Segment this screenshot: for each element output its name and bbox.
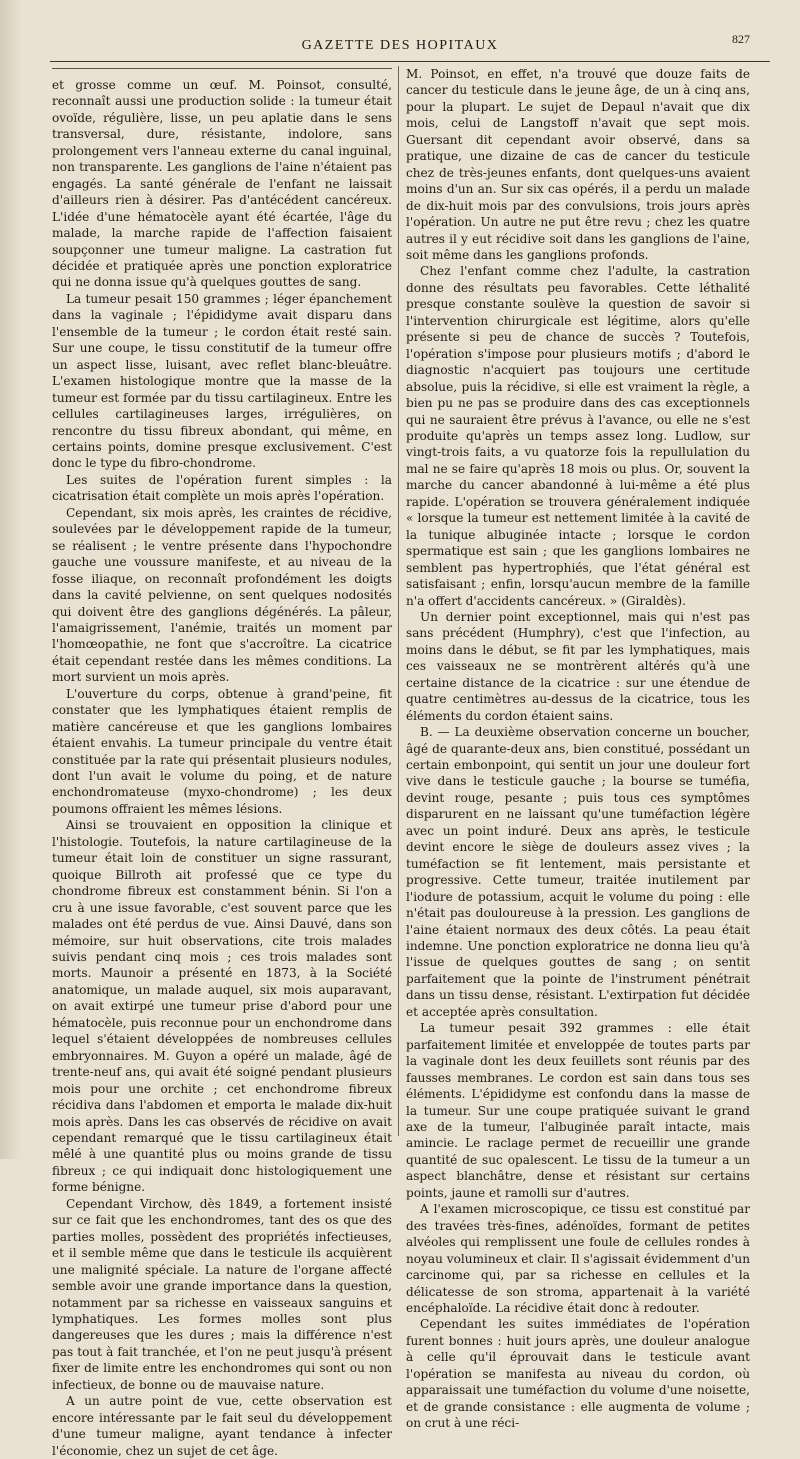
paragraph: B. — La deuxième observation concerne un boucher, âgé de quarante-deux ans, bien constitué, possédant un certain embonpoint, qui sentit un jour une douleur fort vive dans le testicule gauche ; la bourse se tuméfia, devint rouge, pesante ; puis tous ces symptômes disparurent en ne laissant qu'une tuméfaction légère avec un point induré. Deux ans après, le testicule devint encore le siège de douleurs assez vives ; la tuméfaction se fit lentement, mais persistante et progressive. Cette tumeur, traitée inutilement par l'iodure de potassium, acquit le volume du poing : elle n'était pas douloureuse à la pression. Les ganglions de l'aine étaient normaux des deux côtés. La peau était indemne. Une ponction exploratrice ne donna lieu qu'à l'issue de quelques gouttes de sang ; on sentit parfaitement que la pointe de l'instrument pénétrait dans un tissu dense, résistant. L'extirpation fut décidée et acceptée après consultation. — [406, 725, 750, 1019]
left-column — [52, 66, 392, 1458]
section-separator-rule — [52, 68, 392, 69]
paragraph: L'ouverture du corps, obtenue à grand'peine, fit constater que les lymphatiques étaient remplis de matière cancéreuse et que les ganglions lombaires étaient envahis. La tumeur principale du ventre était constituée par la rate qui présentait plusieurs nodules, dont l'un avait le volume du poing, et de nature enchondromateuse (myxo-chondrome) ; les deux poumons offraient les mêmes lésions. — [52, 686, 392, 816]
running-title: GAZETTE DES HOPITAUX — [301, 38, 499, 53]
right-column — [406, 66, 750, 1431]
header-rule — [50, 61, 770, 62]
paragraph: A l'examen microscopique, ce tissu est constitué par des travées très-fines, adénoïdes, formant de petites alvéoles qui remplissent une foule de cellules rondes à noyau volumineux et clair. Il s'agissait évidemment d'un carcinome qui, par sa richesse en cellules et la délicatesse de son stroma, appartenait à la variété encéphaloïde. La récidive était donc à redouter. — [406, 1202, 750, 1315]
column-divider — [398, 66, 399, 1136]
paragraph: Chez l'enfant comme chez l'adulte, la castration donne des résultats peu favorables. Cette léthalité presque constante soulève la question de savoir si l'intervention chirurgicale est légitime, alors qu'elle présente si peu de chance de succès ? Toutefois, l'opération s'impose pour plusieurs motifs ; d'abord le diagnostic n'acquiert pas toujours une certitude absolue, puis la récidive, si elle est vraiment la règle, a bien pu ne pas se produire dans des cas exceptionnels qui ne sauraient être prévus à l'avance, ou elle ne s'est produite qu'après un temps assez long. Ludlow, sur vingt-trois faits, a vu quatorze fois la repullulation du mal ne se faire qu'après 18 mois ou plus. Or, souvent la marche du cancer abandonné à lui-même a été plus rapide. L'opération se trouvera généralement indiquée « lorsque la tumeur est nettement limitée à la cavité de la tunique albuginée intacte ; lorsque le cordon spermatique est sain ; que les ganglions lombaires ne semblent pas hypertrophiés, que l'état général est satisfaisant ; enfin, lorsqu'aucun membre de la famille n'a offert d'accidents cancéreux. » (Giraldès). — [406, 264, 750, 608]
paragraph: Cependant Virchow, dès 1849, a fortement insisté sur ce fait que les enchondromes, tant des os que des parties molles, possèdent des propriétés infectieuses, et il semble même que dans le testicule ils acquièrent une malignité spéciale. La nature de l'organe affecté semble avoir une grande importance dans la question, notamment par sa richesse en vaisseaux sanguins et lymphatiques. Les formes molles sont plus dangereuses que les dures ; mais la différence n'est pas tout à fait tranchée, et l'on ne peut jusqu'à présent fixer de limite entre les enchondromes qui sont ou non infectieux, de bonne ou de mauvaise nature. — [52, 1196, 392, 1392]
page-number: 827 — [732, 32, 750, 46]
paragraph: M. Poinsot, en effet, n'a trouvé que douze faits de cancer du testicule dans le jeune âge, de un à cinq ans, pour la plupart. Le sujet de Depaul n'avait que dix mois, celui de Langstoff n'avait que sept mois. Guersant dit cependant avoir observé, dans sa pratique, une dizaine de cas de cancer du testicule chez de très-jeunes enfants, dont quelques-uns avaient moins d'un an. Sur six cas opérés, il a perdu un malade de dix-huit mois par des convulsions, trois jours après l'opération. Un autre ne put être revu ; chez les quatre autres il y eut récidive soit dans les ganglions de l'aine, soit même dans les ganglions profonds. — [406, 67, 750, 262]
paragraph: Cependant les suites immédiates de l'opération furent bonnes : huit jours après, une douleur analogue à celle qu'il éprouvait dans le testicule avant l'opération se manifesta au niveau du cordon, où apparaissait une tuméfaction du volume d'une noisette, et de grande consistance : elle augmenta de volume ; on crut à une réci- — [406, 1317, 750, 1431]
paragraph: La tumeur pesait 392 grammes : elle était parfaitement limitée et enveloppée de toutes parts par la vaginale dont les deux feuillets sont réunis par des fausses membranes. Le cordon est sain dans tous ses éléments. L'épididyme est confondu dans la masse de la tumeur. Sur une coupe pratiquée suivant le grand axe de la tumeur, l'albuginée paraît intacte, mais amincie. Le raclage permet de recueillir une grande quantité de suc opalescent. Le tissu de la tumeur a un aspect blanchâtre, dense et résistant sur certains points, jaune et ramolli sur d'autres. — [406, 1021, 750, 1200]
paragraph: Les suites de l'opération furent simples : la cicatrisation était complète un mois après l'opération. — [52, 472, 392, 504]
paragraph: Cependant, six mois après, les craintes de récidive, soulevées par le développement rapide de la tumeur, se réalisent ; le ventre présente dans l'hypochondre gauche une voussure manifeste, et au niveau de la fosse iliaque, on reconnaît profondément les doigts dans la cavité pelvienne, on sent quelques nodosités qui doivent être des ganglions dégénérés. La pâleur, l'amaigrissement, l'anémie, traités un moment par l'homœopathie, ne font que s'accroître. La cicatrice était cependant restée dans les mêmes conditions. La mort survient un mois après. — [52, 505, 392, 685]
paragraph: La tumeur pesait 150 grammes ; léger épanchement dans la vaginale ; l'épididyme avait disparu dans l'ensemble de la tumeur ; le cordon était resté sain. Sur une coupe, le tissu constitutif de la tumeur offre un aspect lisse, luisant, avec reflet blanc-bleuâtre. L'examen histologique montre que la masse de la tumeur est formée par du tissu cartilagineux. Entre les cellules cartilagineuses larges, irrégulières, on rencontre du tissu fibreux abondant, qui même, en certains points, domine presque exclusivement. C'est donc le type du fibro-chondrome. — [52, 291, 392, 471]
paragraph: Un dernier point exceptionnel, mais qui n'est pas sans précédent (Humphry), c'est que l'infection, au moins dans le début, se fit par les lymphatiques, mais ces vaisseaux ne se montrèrent altérés qu'à une certaine distance de la cicatrice : sur une étendue de quatre centimètres au-dessus de la cicatrice, tous les éléments du cordon étaient sains. — [406, 609, 750, 723]
paragraph: Ainsi se trouvaient en opposition la clinique et l'histologie. Toutefois, la nature cartilagineuse de la tumeur était loin de constituer un signe rassurant, quoique Billroth ait professé que ce type du chondrome fibreux est constamment bénin. Si l'on a cru à une issue favorable, c'est souvent parce que les malades ont été perdus de vue. Ainsi Dauvé, dans son mémoire, sur huit observations, cite trois malades suivis pendant cinq mois ; ces trois malades sont morts. Maunoir a présenté en 1873, à la Société anatomique, un malade auquel, six mois auparavant, on avait extirpé une tumeur prise d'abord pour une hématocèle, puis reconnue pour un enchondrome dans lequel s'étaient développées de nombreuses cellules embryonnaires. M. Guyon a opéré un malade, âgé de trente-neuf ans, qui avait été soigné pendant plusieurs mois pour une orchite ; cet enchondrome fibreux récidiva dans l'abdomen et emporta le malade dix-huit mois après. Dans les cas observés de récidive on avait cependant remarqué que le tissu cartilagineux était mêlé à une quantité plus ou moins grande de tissu fibreux ; ce qui indiquait donc histologiquement une forme bénigne. — [52, 818, 392, 1195]
paragraph: A un autre point de vue, cette observation est encore intéressante par le fait seul du développement d'une tumeur maligne, ayant tendance à infecter l'économie, chez un sujet de cet âge. — [52, 1394, 392, 1458]
page-header — [0, 30, 800, 58]
paragraph: et grosse comme un œuf. M. Poinsot, consulté, reconnaît aussi une production solide : la tumeur était ovoïde, régulière, lisse, un peu aplatie dans le sens transversal, dure, résistante, indolore, sans prolongement vers l'anneau externe du canal inguinal, non transparente. Les ganglions de l'aine n'étaient pas engagés. La santé générale de l'enfant ne laissait d'ailleurs rien à désirer. Pas d'antécédent cancéreux. L'idée d'une hématocèle ayant été écartée, l'âge du malade, la marche rapide de l'affection faisaient soupçonner une tumeur maligne. La castration fut décidée et pratiquée après une ponction exploratrice qui ne donna issue qu'à quelques gouttes de sang. — [52, 78, 392, 290]
page-edge-shadow — [0, 0, 22, 1159]
